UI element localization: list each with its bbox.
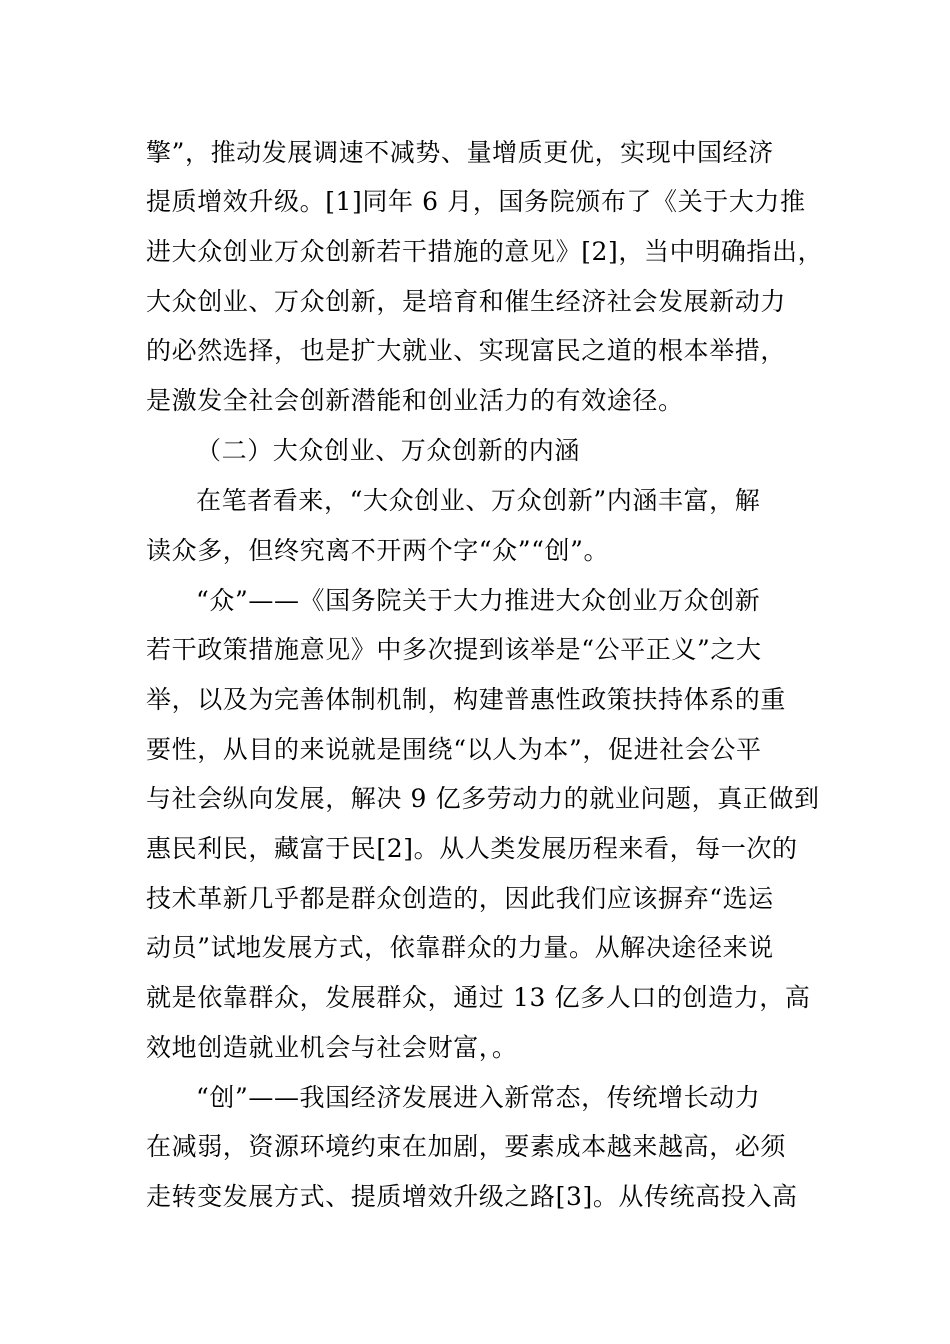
text-line-16: 技术革新几乎都是群众创造的，因此我们应该摒弃“选运: [146, 884, 774, 913]
text-line-14: 与社会纵向发展，解决 9 亿多劳动力的就业问题，真正做到: [146, 784, 820, 813]
text-line-18: 就是依靠群众，发展群众，通过 13 亿多人口的创造力，高: [146, 983, 811, 1012]
text-line-15: 惠民利民，藏富于民[2]。从人类发展历程来看，每一次的: [146, 834, 798, 863]
text-line-12: 举，以及为完善体制机制，构建普惠性政策扶持体系的重: [146, 685, 787, 714]
text-line-2: 提质增效升级。[1]同年 6 月，国务院颁布了《关于大力推: [146, 187, 806, 216]
text-line-22: 走转变发展方式、提质增效升级之路[3]。从传统高投入高: [146, 1182, 798, 1211]
text-line-21: 在减弱，资源环境约束在加剧，要素成本越来越高，必须: [146, 1132, 787, 1161]
text-line-20: “创”——我国经济发展进入新常态，传统增长动力: [196, 1083, 761, 1112]
text-line-10: “众”——《国务院关于大力推进大众创业万众创新: [196, 586, 761, 615]
text-line-13: 要性，从目的来说就是围绕“以人为本”，促进社会公平: [146, 735, 762, 764]
text-line-11: 若干政策措施意见》中多次提到该举是“公平正义”之大: [146, 635, 762, 664]
section-heading: （二）大众创业、万众创新的内涵: [196, 436, 581, 465]
text-line-9: 读众多，但终究离不开两个字“众”“创”。: [146, 536, 610, 565]
text-line-19: 效地创造就业机会与社会财富，。: [146, 1033, 518, 1062]
text-line-3: 进大众创业万众创新若干措施的意见》[2]，当中明确指出，: [146, 237, 824, 266]
text-line-4: 大众创业、万众创新，是培育和催生经济社会发展新动力: [146, 287, 787, 316]
text-line-1: 擎”，推动发展调速不减势、量增质更优，实现中国经济: [146, 138, 774, 167]
text-line-5: 的必然选择，也是扩大就业、实现富民之道的根本举措，: [146, 336, 787, 365]
text-line-8: 在笔者看来，“大众创业、万众创新”内涵丰富，解: [196, 486, 761, 515]
text-line-6: 是激发全社会创新潜能和创业活力的有效途径。: [146, 386, 684, 415]
text-line-17: 动员”试地发展方式，依靠群众的力量。从解决途径来说: [146, 933, 774, 962]
